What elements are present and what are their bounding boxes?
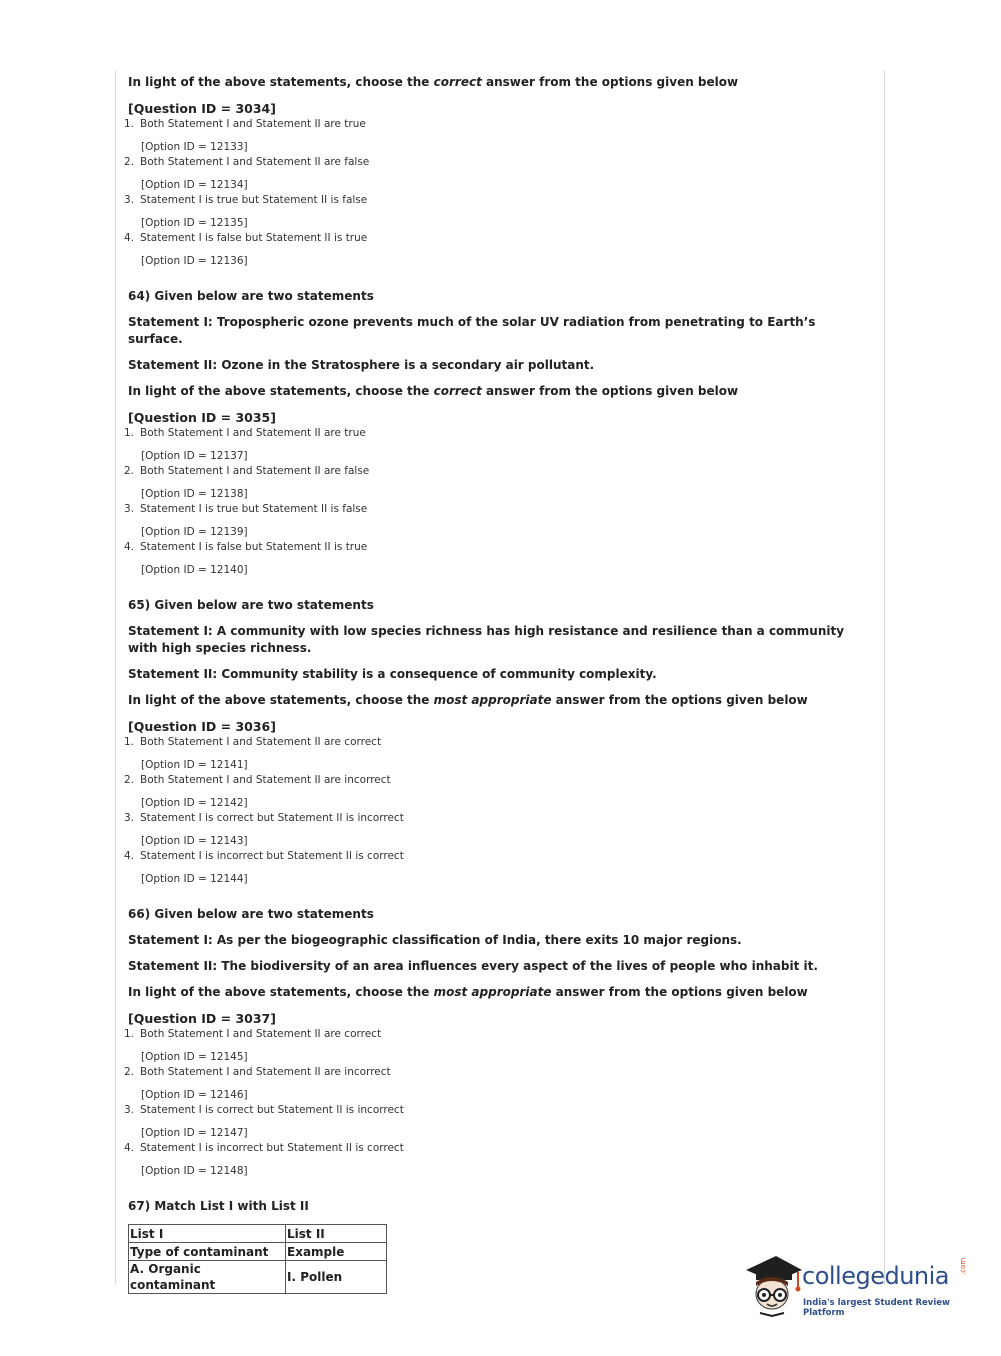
option-id: [Option ID = 12138] [141, 488, 248, 500]
option-item: 3. Statement I is correct but Statement II is incorrect [Option ID = 12143] [124, 811, 873, 849]
options-list [124, 735, 873, 887]
option-id: [Option ID = 12142] [141, 797, 248, 809]
option-id: [Option ID = 12141] [141, 759, 248, 771]
option-item: 1. Both Statement I and Statement II are correct [Option ID = 12141] [124, 735, 873, 773]
table-cell: I. Pollen [286, 1261, 387, 1294]
logo-tagline: India's largest Student Review Platform [803, 1298, 950, 1318]
table-cell: List I [129, 1225, 286, 1243]
statement-2: Statement II: The biodiversity of an area influences every aspect of the lives of people who inhabit it. [128, 959, 818, 973]
question-63-continuation [124, 74, 873, 269]
page-margin-rule-right [884, 70, 885, 1285]
option-id: [Option ID = 12137] [141, 450, 248, 462]
option-id: [Option ID = 12139] [141, 526, 248, 538]
option-id: [Option ID = 12133] [141, 141, 248, 153]
option-item: 2. Both Statement I and Statement II are incorrect [Option ID = 12142] [124, 773, 873, 811]
option-id: [Option ID = 12147] [141, 1127, 248, 1139]
option-id: [Option ID = 12135] [141, 217, 248, 229]
option-id: [Option ID = 12145] [141, 1051, 248, 1063]
table-cell: Example [286, 1243, 387, 1261]
options-list [124, 426, 873, 578]
logo-com: .com [959, 1257, 967, 1275]
question-65 [124, 597, 873, 887]
question-64 [124, 288, 873, 578]
instruction-line: In light of the above statements, choose the correct answer from the options given below [128, 75, 739, 89]
question-heading: 67) Match List I with List II [128, 1199, 309, 1213]
option-id: [Option ID = 12146] [141, 1089, 248, 1101]
option-id: [Option ID = 12148] [141, 1165, 248, 1177]
option-item: 4. Statement I is incorrect but Statement II is correct [Option ID = 12144] [124, 849, 873, 887]
option-id: [Option ID = 12143] [141, 835, 248, 847]
statement-1: Statement I: A community with low species richness has high resistance and resilience than a community with high species richness. [128, 624, 845, 655]
instruction-line: In light of the above statements, choose the correct answer from the options given below [128, 384, 739, 398]
question-heading: 66) Given below are two statements [128, 907, 374, 921]
statement-1: Statement I: As per the biogeographic classification of India, there exits 10 major regions. [128, 933, 742, 947]
document-body [124, 74, 873, 1294]
option-id: [Option ID = 12134] [141, 179, 248, 191]
option-item: 4. Statement I is false but Statement II is true [Option ID = 12140] [124, 540, 873, 578]
collegedunia-logo [742, 1250, 972, 1320]
table-cell: List II [286, 1225, 387, 1243]
option-item: 4. Statement I is false but Statement II is true [Option ID = 12136] [124, 231, 873, 269]
option-item: 3. Statement I is true but Statement II is false [Option ID = 12135] [124, 193, 873, 231]
question-id: [Question ID = 3034] [128, 101, 276, 116]
option-id: [Option ID = 12144] [141, 873, 248, 885]
option-id: [Option ID = 12140] [141, 564, 248, 576]
question-id: [Question ID = 3037] [128, 1011, 276, 1026]
statement-1: Statement I: Tropospheric ozone prevents much of the solar UV radiation from penetrating to Earth’s surface. [128, 315, 816, 346]
options-list [124, 117, 873, 269]
table-cell: A. Organic contaminant [129, 1261, 286, 1294]
statement-2: Statement II: Community stability is a consequence of community complexity. [128, 667, 657, 681]
option-item: 2. Both Statement I and Statement II are false [Option ID = 12138] [124, 464, 873, 502]
mascot-icon [742, 1250, 804, 1320]
table-row [129, 1261, 387, 1294]
question-id: [Question ID = 3035] [128, 410, 276, 425]
option-item: 1. Both Statement I and Statement II are true [Option ID = 12133] [124, 117, 873, 155]
option-item: 2. Both Statement I and Statement II are false [Option ID = 12134] [124, 155, 873, 193]
option-id: [Option ID = 12136] [141, 255, 248, 267]
table-row [129, 1225, 387, 1243]
statement-2: Statement II: Ozone in the Stratosphere is a secondary air pollutant. [128, 358, 595, 372]
question-66 [124, 906, 873, 1179]
option-item: 2. Both Statement I and Statement II are incorrect [Option ID = 12146] [124, 1065, 873, 1103]
instruction-line: In light of the above statements, choose the most appropriate answer from the options given below [128, 985, 808, 999]
table-cell: Type of contaminant [129, 1243, 286, 1261]
instruction-line: In light of the above statements, choose the most appropriate answer from the options given below [128, 693, 808, 707]
question-heading: 64) Given below are two statements [128, 289, 374, 303]
options-list [124, 1027, 873, 1179]
match-list-table [128, 1224, 387, 1294]
logo-wordmark: collegedunia [802, 1262, 950, 1290]
question-id: [Question ID = 3036] [128, 719, 276, 734]
option-item: 3. Statement I is true but Statement II is false [Option ID = 12139] [124, 502, 873, 540]
table-row [129, 1243, 387, 1261]
page-margin-rule-left [115, 70, 116, 1285]
option-item: 3. Statement I is correct but Statement II is incorrect [Option ID = 12147] [124, 1103, 873, 1141]
option-item: 1. Both Statement I and Statement II are correct [Option ID = 12145] [124, 1027, 873, 1065]
question-heading: 65) Given below are two statements [128, 598, 374, 612]
option-item: 1. Both Statement I and Statement II are true [Option ID = 12137] [124, 426, 873, 464]
option-item: 4. Statement I is incorrect but Statement II is correct [Option ID = 12148] [124, 1141, 873, 1179]
